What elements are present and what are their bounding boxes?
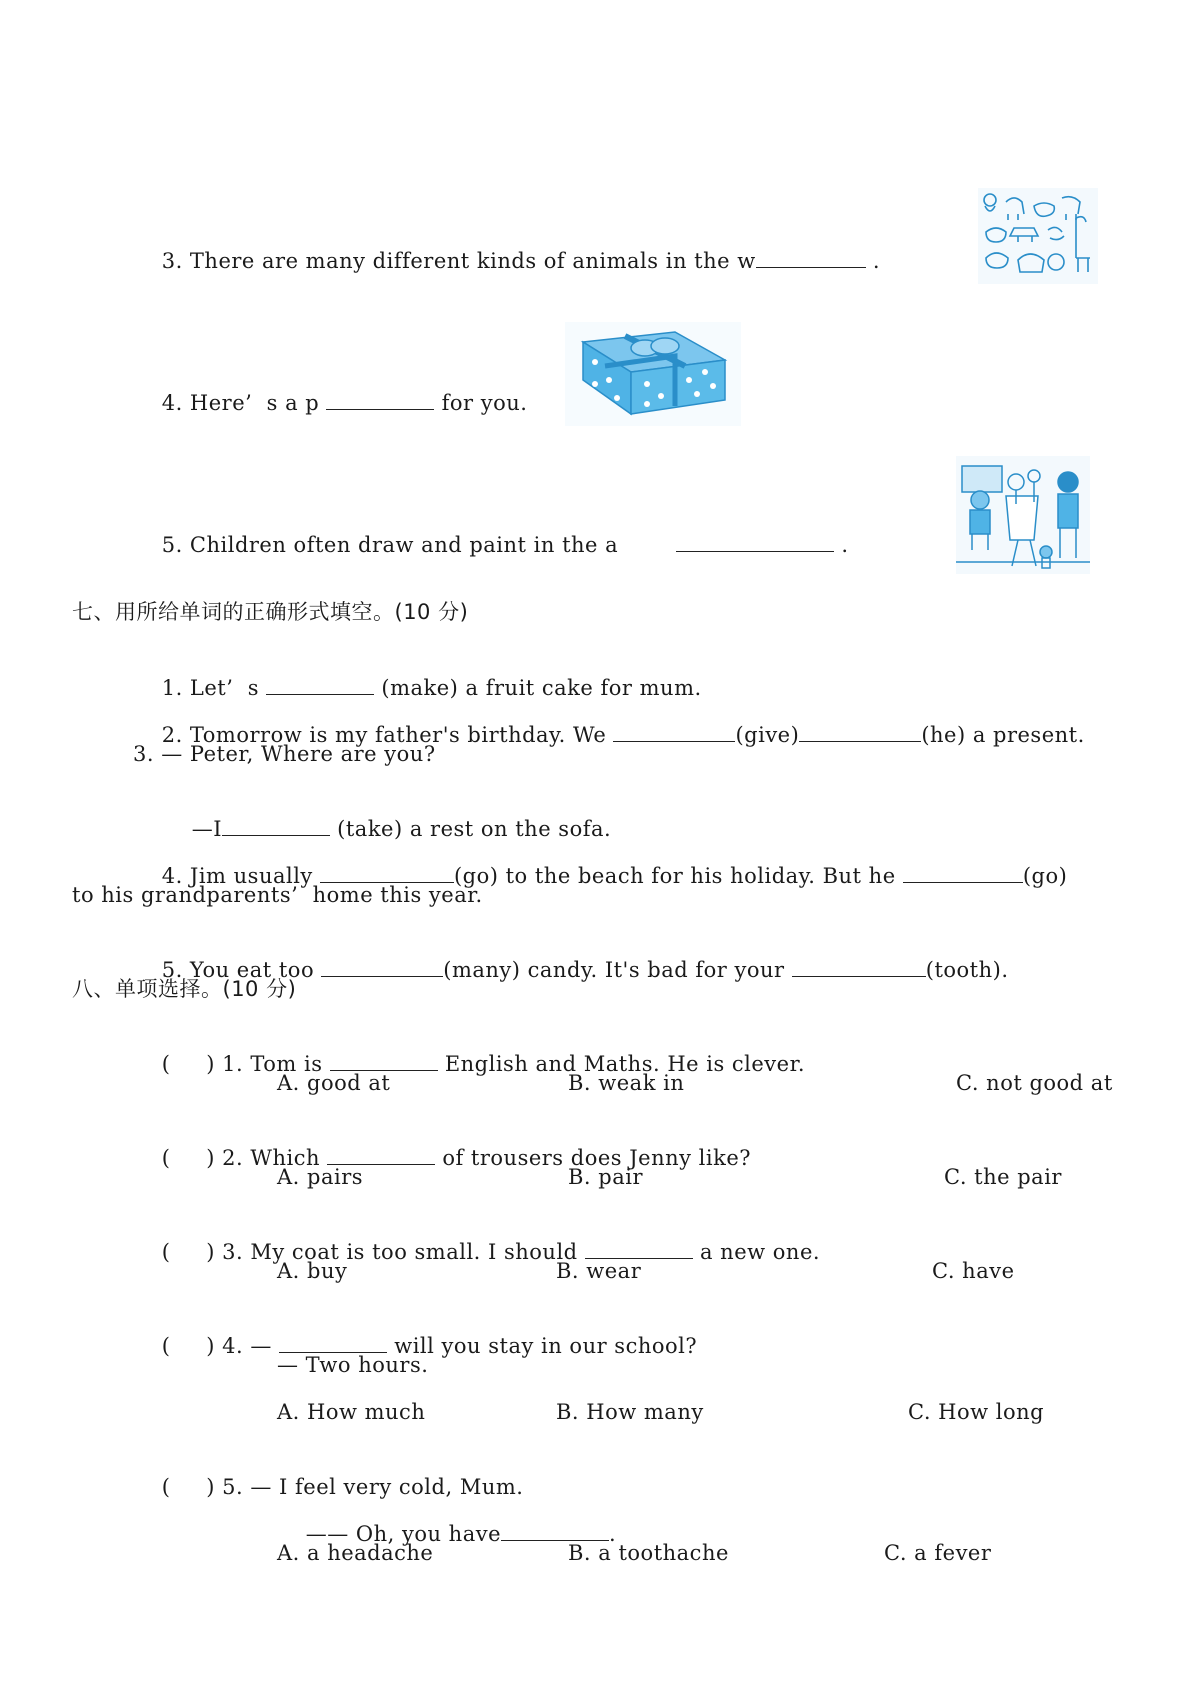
answer-blank[interactable] bbox=[799, 721, 921, 742]
p7-question-2: 2. Tomorrow is my father's birthday. We (give) (he) a present. bbox=[161, 723, 1085, 747]
option-c: C. the pair bbox=[944, 1165, 1062, 1189]
p8-question-5: ( ) 5. — I feel very cold, Mum. bbox=[161, 1475, 524, 1499]
option-a: A. good at bbox=[277, 1071, 391, 1095]
answer-blank bbox=[330, 1050, 438, 1071]
answer-blank[interactable] bbox=[756, 247, 866, 268]
option-b: B. pair bbox=[568, 1165, 644, 1189]
answer-blank bbox=[279, 1332, 387, 1353]
option-a: A. buy bbox=[277, 1259, 348, 1283]
option-a: A. How much bbox=[277, 1400, 426, 1424]
option-b: B. a toothache bbox=[568, 1541, 729, 1565]
answer-bracket[interactable]: ( ) bbox=[161, 1052, 215, 1076]
answer-blank bbox=[327, 1144, 435, 1165]
p6-question-3: 3. There are many different kinds of animals in the w . bbox=[161, 249, 881, 273]
option-c: C. have bbox=[932, 1259, 1015, 1283]
animals-picture bbox=[978, 188, 1098, 284]
answer-blank[interactable] bbox=[266, 674, 374, 695]
p7-question-3-reply: —I (take) a rest on the sofa. bbox=[191, 817, 612, 841]
answer-blank bbox=[501, 1520, 609, 1541]
answer-blank[interactable] bbox=[326, 389, 434, 410]
option-b: B. wear bbox=[556, 1259, 642, 1283]
option-c: C. not good at bbox=[956, 1071, 1113, 1095]
art-room-picture bbox=[956, 456, 1090, 574]
option-b: B. How many bbox=[556, 1400, 704, 1424]
present-box-picture bbox=[565, 322, 741, 426]
answer-blank[interactable] bbox=[676, 531, 834, 552]
answer-blank[interactable] bbox=[321, 956, 443, 977]
answer-blank[interactable] bbox=[320, 862, 454, 883]
answer-blank[interactable] bbox=[903, 862, 1023, 883]
p8-question-5-reply: —— Oh, you have . bbox=[305, 1522, 617, 1546]
p7-question-4: 4. Jim usually (go) to the beach for his holiday. But he (go) bbox=[161, 864, 1068, 888]
answer-blank bbox=[585, 1238, 693, 1259]
p8-question-3: ( ) 3. My coat is too small. I should a new one. bbox=[161, 1240, 821, 1264]
answer-bracket[interactable]: ( ) bbox=[161, 1146, 215, 1170]
p7-question-4-continued: to his grandparents’ home this year. bbox=[72, 883, 483, 907]
p8-question-1: ( ) 1. Tom is English and Maths. He is clever. bbox=[161, 1052, 806, 1076]
p6-question-4: 4. Here’ s a p for you. bbox=[161, 391, 528, 415]
p7-question-3: 3. — Peter, Where are you? bbox=[133, 742, 436, 766]
answer-bracket[interactable]: ( ) bbox=[161, 1475, 215, 1499]
p8-question-2: ( ) 2. Which of trousers does Jenny like? bbox=[161, 1146, 752, 1170]
option-c: C. a fever bbox=[884, 1541, 992, 1565]
p8-question-4: ( ) 4. — will you stay in our school? bbox=[161, 1334, 698, 1358]
answer-blank[interactable] bbox=[613, 721, 735, 742]
option-c: C. How long bbox=[908, 1400, 1045, 1424]
option-b: B. weak in bbox=[568, 1071, 685, 1095]
option-a: A. a headache bbox=[277, 1541, 434, 1565]
part7-heading: 七、用所给单词的正确形式填空。(10 分) bbox=[72, 600, 469, 624]
part8-heading: 八、单项选择。(10 分) bbox=[72, 977, 297, 1001]
option-a: A. pairs bbox=[277, 1165, 364, 1189]
answer-bracket[interactable]: ( ) bbox=[161, 1240, 215, 1264]
p6-question-5: 5. Children often draw and paint in the a . bbox=[161, 533, 849, 557]
p7-question-5: 5. You eat too (many) candy. It's bad for your (tooth). bbox=[161, 958, 1009, 982]
answer-blank[interactable] bbox=[792, 956, 926, 977]
p8-question-4-reply: — Two hours. bbox=[277, 1353, 429, 1377]
p7-question-1: 1. Let’ s (make) a fruit cake for mum. bbox=[161, 676, 702, 700]
answer-blank[interactable] bbox=[222, 815, 330, 836]
answer-bracket[interactable]: ( ) bbox=[161, 1334, 215, 1358]
